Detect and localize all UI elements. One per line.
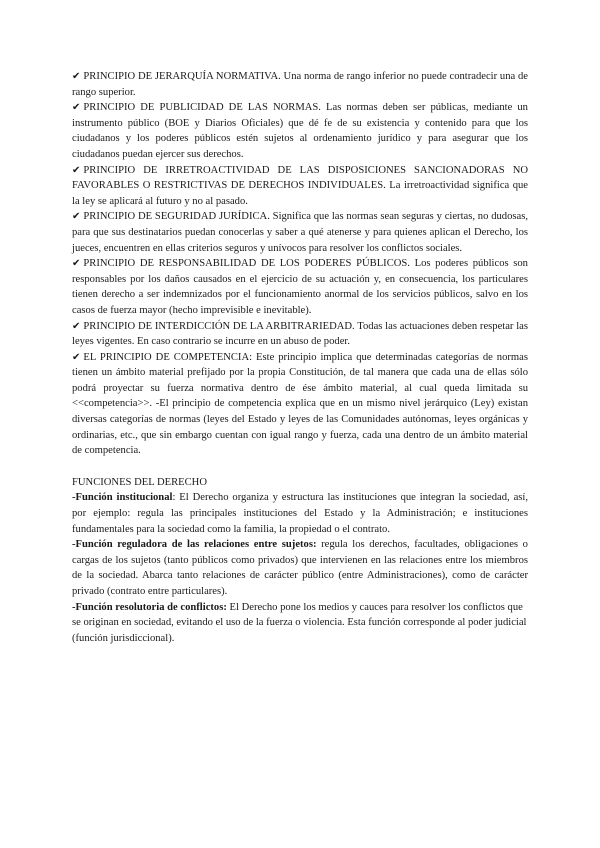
function-text: : El Derecho organiza y estructura las instituciones que integran la sociedad, así, por ejemplo: regula las principales instituciones del Estado y la Administración; e instituciones fundamentales para la sociedad como la familia, la propiedad o el contrato. [72,492,528,535]
principle-interdiccion [72,319,528,350]
principle-responsabilidad [72,256,528,318]
principle-irretroactividad [72,163,528,210]
function-institucional [72,490,528,537]
check-icon: ✔ [72,351,81,363]
principle-competencia [72,350,528,459]
principle-text: Una norma de rango inferior no puede contradecir una de rango superior. [72,71,528,98]
principle-text: Todas las actuaciones deben respetar las leyes vigentes. En caso contrario se incurre en un abuso de poder. [72,320,528,348]
function-text: regula los derechos, facultades, obligaciones o cargas de los sujetos (tanto públicos como privados) que intervienen en las relaciones entre los miembros de la sociedad. Abarca tanto relaciones de carácter público (entre Administraciones), como de carácter privado (contrato entre particulares). [72,539,528,597]
check-icon: ✔ [72,164,81,176]
principle-title: PRINCIPIO DE INTERDICCIÓN DE LA ARBITRARIEDAD. [83,320,355,332]
function-resolutoria [72,600,528,647]
principle-text: La irretroactividad significa que la ley se aplicará al futuro y no al pasado. [72,180,529,207]
section-gap [72,459,528,475]
check-icon: ✔ [72,71,81,82]
function-title: -Función institucional [72,492,173,504]
function-reguladora [72,537,528,599]
section-heading: FUNCIONES DEL DERECHO [72,476,207,488]
principle-title: PRINCIPIO DE PUBLICIDAD DE LAS NORMAS. [83,102,321,114]
principle-title: PRINCIPIO DE RESPONSABILIDAD DE LOS PODERES PÚBLICOS. [83,258,410,270]
principle-title: PRINCIPIO DE IRRETROACTIVIDAD DE LAS DISPOSICIONES SANCIONADORAS NO FAVORABLES O RESTRICTIVAS DE DERECHOS INDIVIDUALES. [72,164,528,192]
function-title: -Función resolutoria de conflictos: [72,601,227,613]
principle-title: PRINCIPIO DE SEGURIDAD JURÍDICA. [83,211,270,223]
principle-title: EL PRINCIPIO DE COMPETENCIA: [83,351,253,363]
function-title: -Función reguladora de las relaciones entre sujetos: [72,539,317,551]
check-icon: ✔ [72,211,81,223]
principle-text: Este principio implica que determinadas categorías de normas tienen un ámbito material prefijado por la propia Constitución, de tal manera que cada una de ellas sólo podrá proyectar su fuerza normativa dentro de ése ámbito material, al cual queda limitada su <<competencia>>. -El principio de competencia explica que en un mismo nivel jerárquico (Ley) existan diversas categorías de normas (leyes del Estado y leyes de las Comunidades autónomas, leyes orgánicas y ordinarias, etc., que sin embargo cuentan con igual rango y fuerza, cada una dentro de un ámbito material de competencia. [72,351,528,457]
principle-text: Los poderes públicos son responsables por los daños causados en el ejercicio de su actuación y, en consecuencia, los particulares tienen derecho a ser indemnizados por el funcionamiento anormal de los servicios públicos, salvo en los casos de fuerza mayor (hecho imprevisible e inevitable). [72,258,528,316]
function-text: El Derecho pone los medios y cauces para resolver los conflictos que se originan en sociedad, evitando el uso de la fuerza o violencia. Esta función corresponde al poder judicial (función jurisdiccional). [72,601,527,644]
check-icon: ✔ [72,258,81,270]
check-icon: ✔ [72,102,81,114]
principle-seguridad [72,209,528,256]
check-icon: ✔ [72,320,81,332]
principle-text: Significa que las normas sean seguras y ciertas, no dudosas, para que sus destinatarios puedan conocerlas y saber a qué atenerse y para quienes aplican el Derecho, los jueces, encuentren en ellas criterios seguros y unívocos para resolver los conflictos sociales. [72,211,528,254]
principle-text: Las normas deben ser públicas, mediante un instrumento público (BOE y Diarios Oficiales) que dé fe de su existencia y contenido para que los ciudadanos y los poderes públicos estén sujetos al ordenamiento jurídico y para asegurar que los ciudadanos puedan ejercer sus derechos. [72,102,528,160]
document-page [72,69,528,646]
principle-jerarquia [72,69,528,100]
principle-title: PRINCIPIO DE JERARQUÍA NORMATIVA. [83,71,281,82]
principle-publicidad [72,100,528,162]
